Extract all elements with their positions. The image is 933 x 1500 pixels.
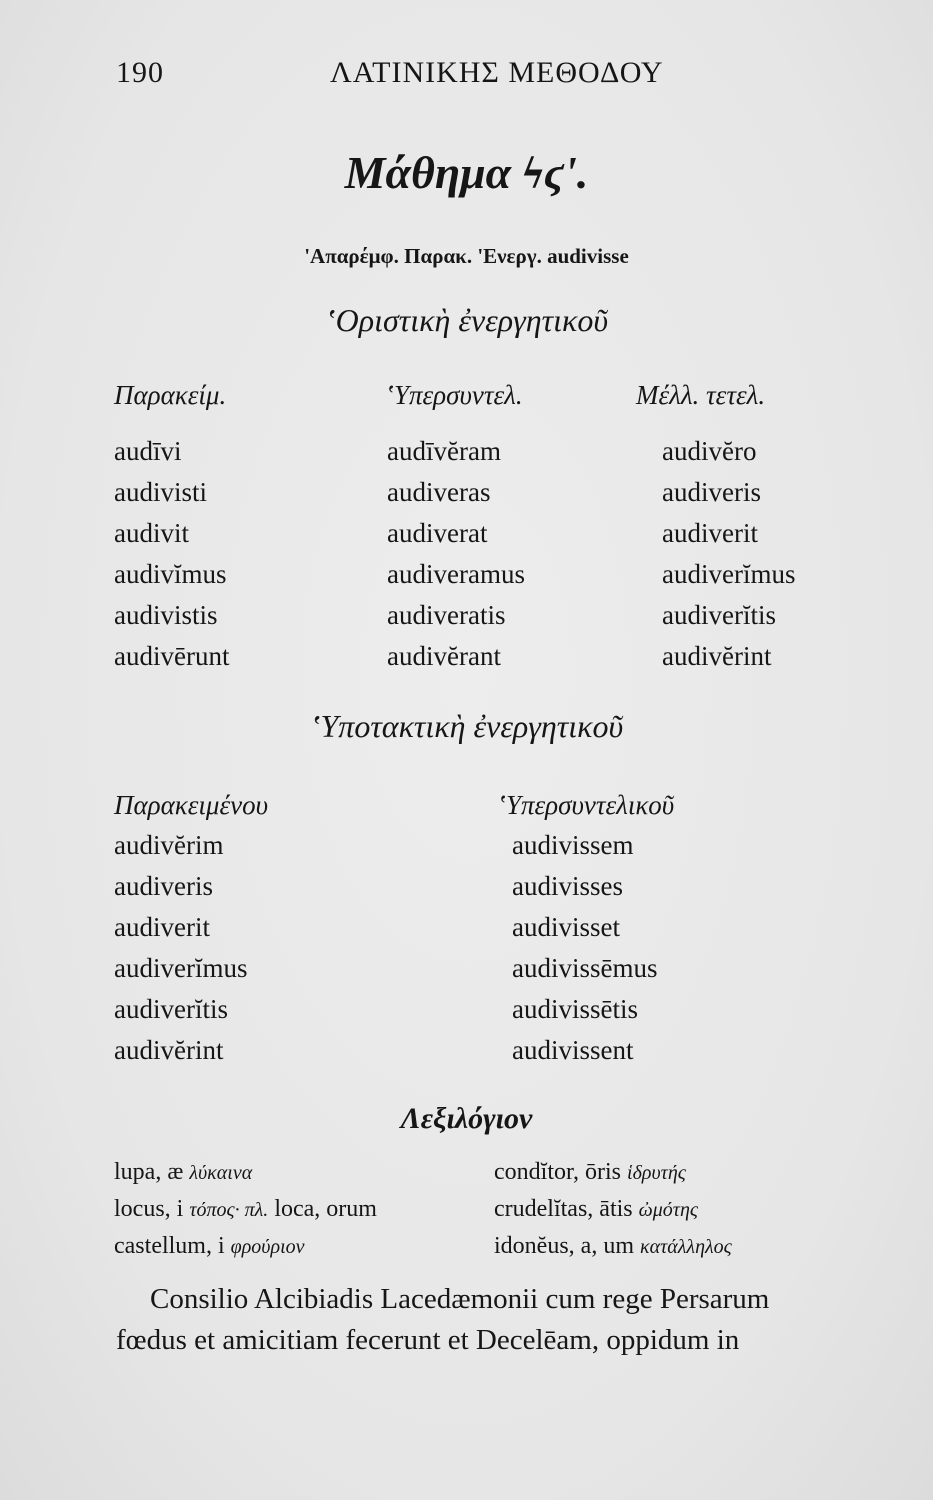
subjunctive-form: audiveris [114, 871, 213, 901]
indicative-form: audivĕro [662, 436, 757, 466]
subjunctive-form: audiverit [114, 912, 210, 942]
indicative-form: audiverĭtis [662, 600, 776, 630]
running-title: ΛΑΤΙΝΙΚΗΣ ΜΕΘΟΔΟΥ [330, 56, 664, 89]
vocab-greek: κατάλληλος [639, 1236, 732, 1258]
vocab-greek: ἱδρυτής [627, 1162, 686, 1184]
page-number: 190 [116, 56, 164, 89]
indicative-form: audiveramus [387, 559, 525, 589]
indicative-form: audiverit [662, 518, 758, 548]
vocab-greek: φρούριον [230, 1236, 305, 1258]
subjunctive-form: audiverĭtis [114, 994, 228, 1024]
indicative-form: audivistis [114, 600, 218, 630]
subjunctive-form: audivisses [512, 871, 623, 901]
indicative-form: audīvi [114, 436, 182, 466]
indicative-form: audiverat [387, 518, 488, 548]
vocab-entry [494, 1159, 686, 1186]
vocab-greek: ὠμότης [638, 1199, 698, 1221]
vocab-latin: lupa, æ [114, 1159, 184, 1185]
subjunctive-form: audivĕrim [114, 830, 224, 860]
subjunctive-form: audivisset [512, 912, 620, 942]
vocab-latin: castellum, i [114, 1233, 225, 1259]
subjunctive-col1-heading: Παρακειμένου [114, 790, 268, 820]
vocab-entry [114, 1159, 252, 1186]
indicative-form: audīvĕram [387, 436, 501, 466]
vocab-entry [114, 1233, 305, 1260]
indicative-form: audivisti [114, 477, 207, 507]
indicative-form: audiveras [387, 477, 491, 507]
subjunctive-form: audivissēmus [512, 953, 658, 983]
vocab-latin-plural: loca, orum [274, 1196, 377, 1222]
vocab-latin: locus, i [114, 1196, 184, 1222]
subjunctive-title: ʽΥποτακτικὴ ἐνεργητικοῦ [309, 708, 624, 744]
indicative-col1-heading: Παρακείμ. [114, 380, 227, 410]
indicative-form: audiveris [662, 477, 761, 507]
indicative-title: ʽΟριστικὴ ἐνεργητικοῦ [324, 302, 609, 338]
vocab-entry [114, 1196, 377, 1223]
paragraph-line: fœdus et amicitiam fecerunt et Decelēam, oppidum in [116, 1324, 740, 1356]
indicative-form: audivĕrant [387, 641, 501, 671]
subjunctive-col2-heading: ʽΥπερσυντελικοῦ [497, 790, 675, 820]
indicative-form: audivērunt [114, 641, 230, 671]
lesson-subtitle: 'Απαρέμφ. Παρακ. 'Ενεργ. audivisse [304, 244, 629, 268]
indicative-form: audivĕrint [662, 641, 772, 671]
indicative-form: audivit [114, 518, 189, 548]
paragraph-line: Consilio Alcibiadis Lacedæmonii cum rege Persarum [150, 1283, 770, 1315]
indicative-form: audivĭmus [114, 559, 227, 589]
vocab-entry [494, 1196, 698, 1223]
lesson-title: Μάθημα ϟϛ'. [344, 147, 589, 198]
indicative-col2-heading: ʽΥπερσυντελ. [385, 380, 523, 410]
vocab-latin: crudelĭtas, ātis [494, 1196, 633, 1222]
vocab-greek: λύκαινα [189, 1162, 253, 1184]
subjunctive-form: audivissent [512, 1035, 634, 1065]
vocab-latin: condĭtor, ōris [494, 1159, 622, 1185]
vocabulary-title: Λεξιλόγιον [400, 1102, 533, 1135]
subjunctive-form: audiverĭmus [114, 953, 248, 983]
vocab-latin: idonĕus, a, um [494, 1233, 634, 1259]
vocab-entry [494, 1233, 732, 1260]
indicative-form: audiverĭmus [662, 559, 796, 589]
vocab-greek: τόπος· πλ. [189, 1199, 269, 1221]
indicative-form: audiveratis [387, 600, 506, 630]
subjunctive-form: audivissētis [512, 994, 638, 1024]
subjunctive-form: audivissem [512, 830, 634, 860]
subjunctive-form: audivĕrint [114, 1035, 224, 1065]
indicative-col3-heading: Μέλλ. τετελ. [636, 380, 766, 410]
